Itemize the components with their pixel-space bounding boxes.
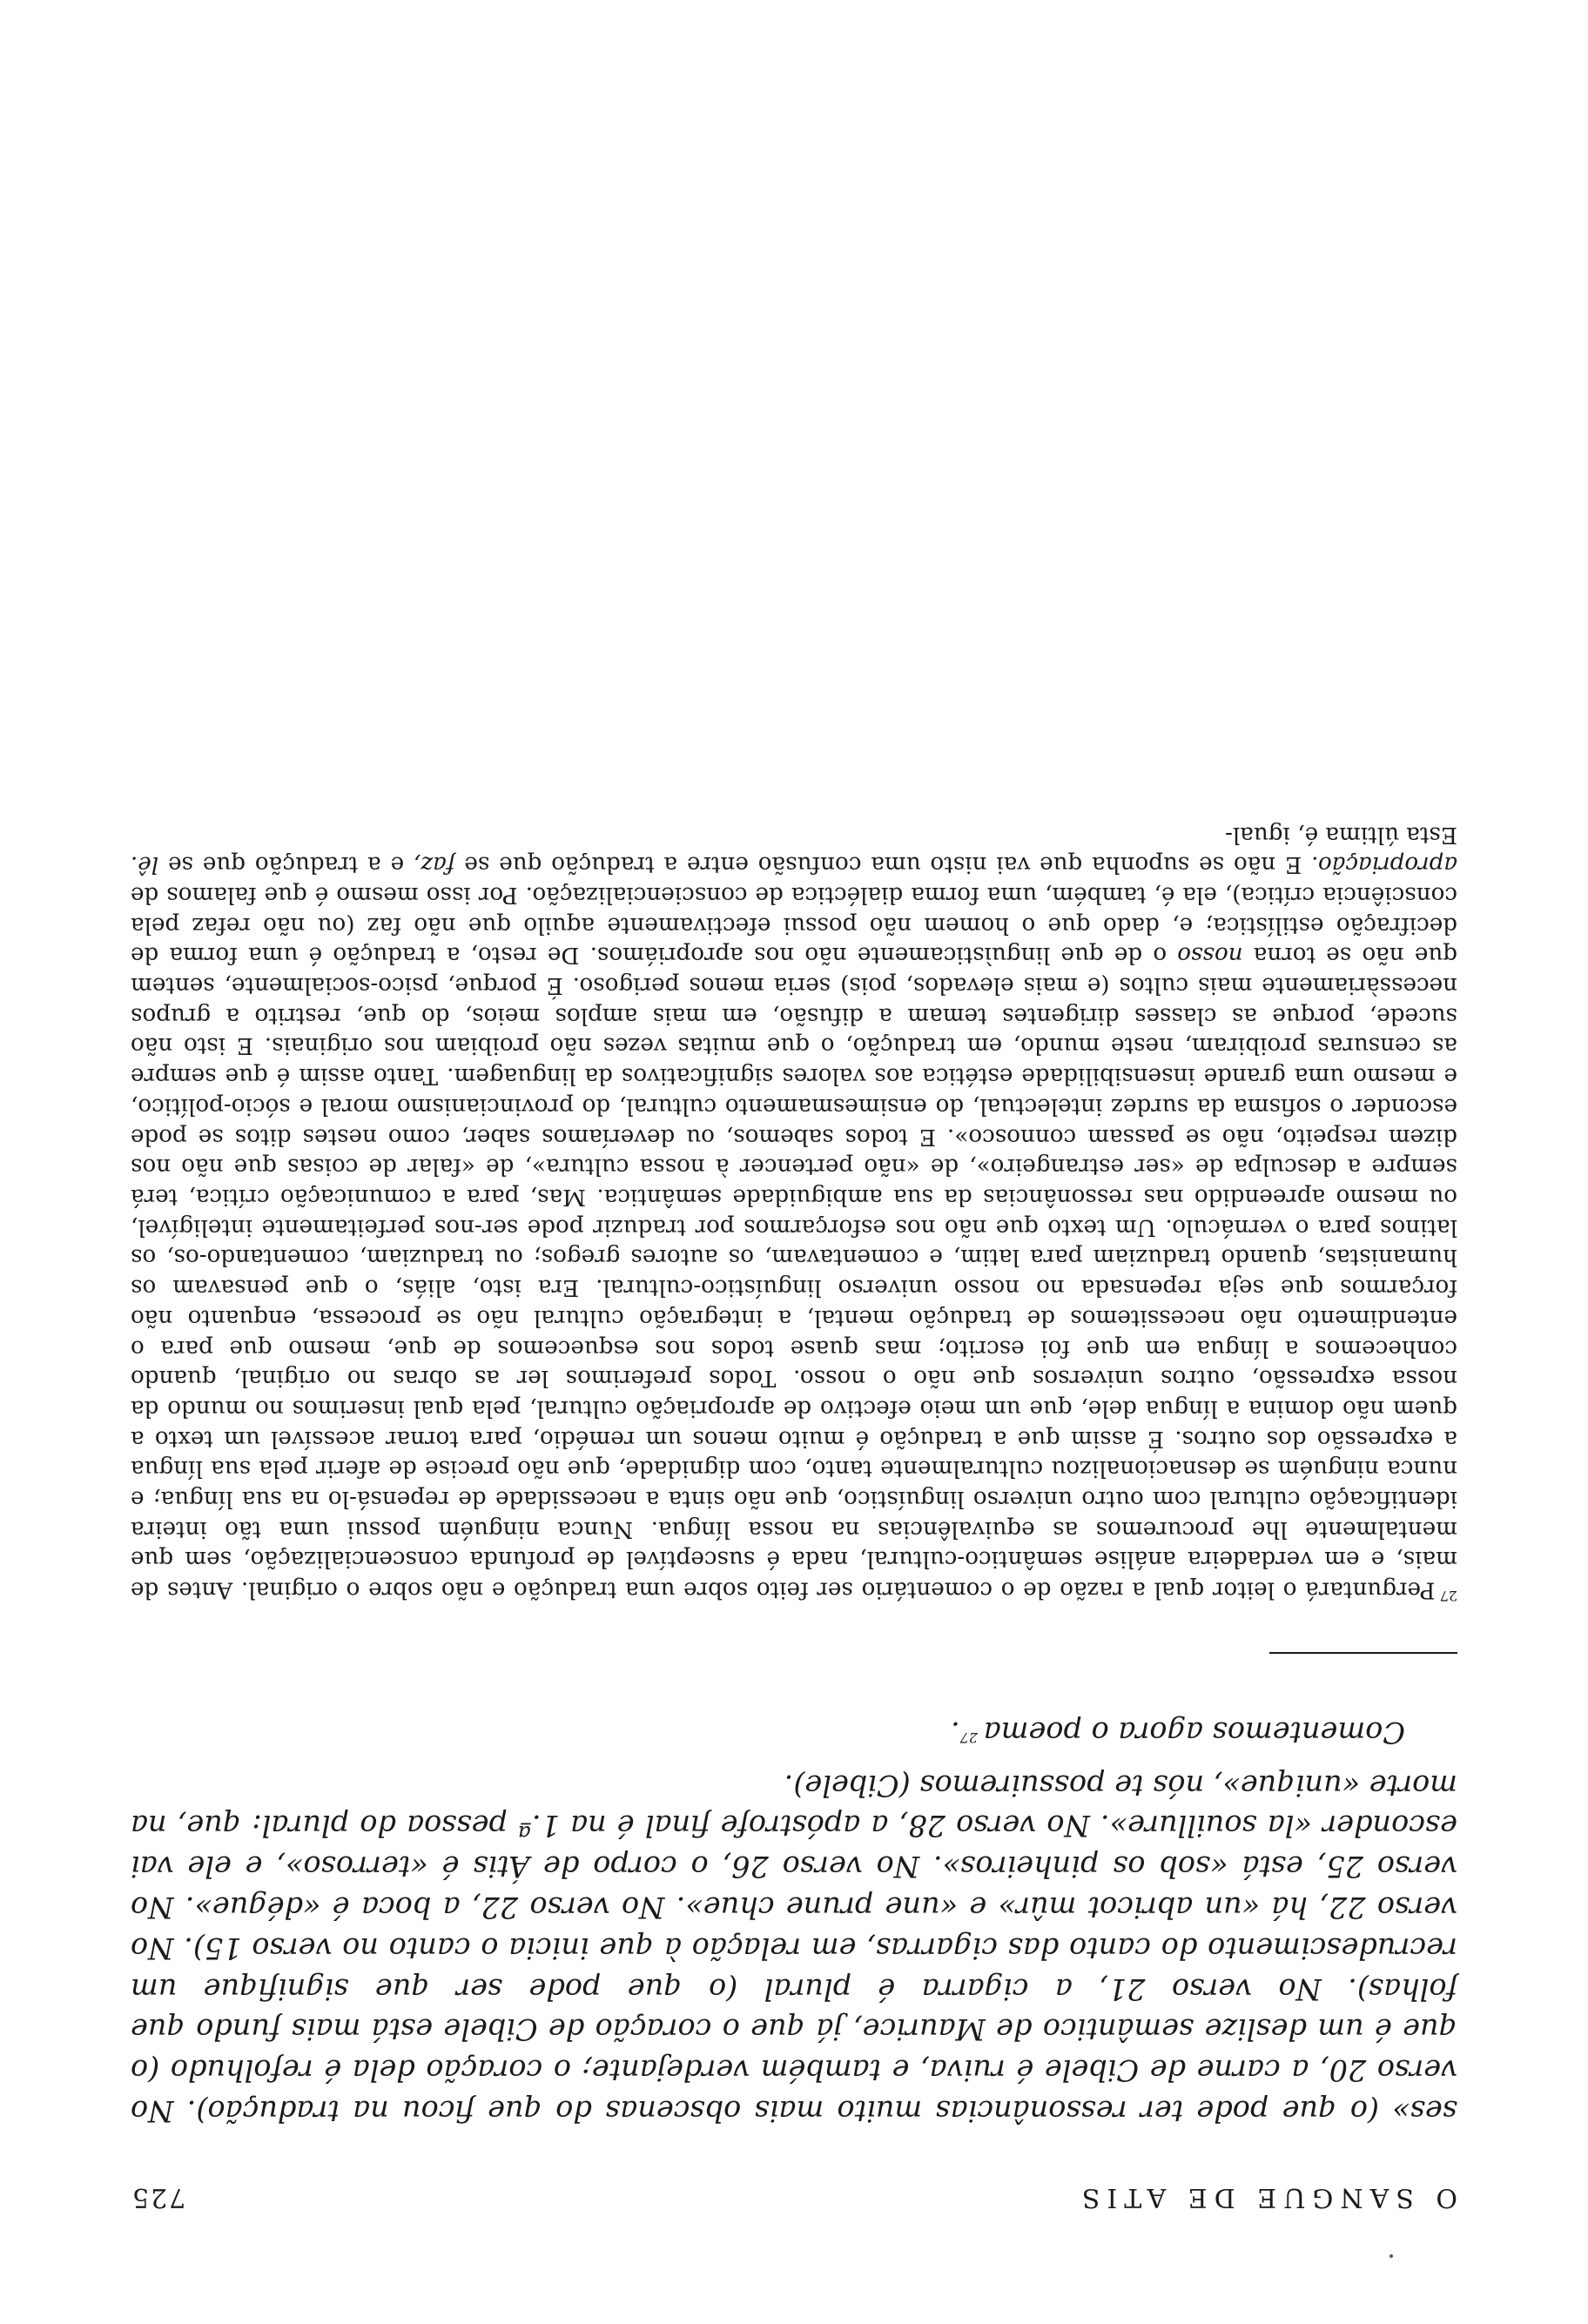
footnote-27 <box>131 819 1457 1610</box>
running-head: O SANGUE DE ATIS <box>1074 2182 1457 2213</box>
footnote-text-1: Perguntará o leitor qual a razão de o comentário ser feito sobre uma tradução e não sobre o original. Antes de mais, e em verdadeira análise semântico-cultural, nada é susceptível de profunda conscencialização, sem que mentalmente lhe procuremos as equivalências na nossa língua. Nunca ninguém possui uma tão inteira identificação cultural com outro universo linguístico, que não sinta a necessidade de repensá-lo na sua língua; e nunca ninguém se desnacionalizou culturalmente tanto, com dignidade, que não precise de aferir pela sua língua a expressão dos outros. É assim que a tradução é muito menos um remédio, para tornar acessível um texto a quem não domina a língua dele, que um meio efectivo de apropriação cultural, pela qual inserimos no mundo da nossa expressão, outros universos que não o nosso. Todos preferimos ler as obras no original, quando conhecemos a língua em que foi escrito; mas quase todos nos esquecemos de que, mesmo que para o entendimento não necessitemos de tradução mental, a integração cultural não se processa, enquanto não forçarmos que seja repensada no nosso universo linguístico-cultural. Era isto, aliás, o que pensavam os humanistas, quando traduziam para latim, e comentavam, os autores gregos; ou traduziam, comentando-os, os latinos para o vernáculo. Um texto que não nos esforçarmos por traduzir pode ser-nos perfeitamente inteligível, ou mesmo apreendido nas ressonâncias da sua ambiguidade semântica. Mas, para a comunicação crítica, terá sempre a desculpa de «ser estrangeiro», de «não pertencer à nossa cultura», de «falar de coisas que não nos dizem respeito, não se passam connosco». E todos sabemos, ou deveríamos saber, como nestes ditos se pode esconder o sofisma da surdez intelectual, do ensimesmamento cultural, do provincianismo moral e sócio-político, e mesmo uma grande insensibilidade estética aos valores significativos da linguagem. Tanto assim é que sempre as censuras proibiram, neste mundo, em tradução, o que muitas vezes não proibiam nos originais. E isto não sucede, porque as classes dirigentes temam a difusão, em mais amplos meios, do que, restrito a grupos necessàriamente mais cultos (e mais elevados, pois) seria menos perigoso. É porque, psico-socialmente, sentem que não se torna <box>131 942 1457 1603</box>
footnote-text-5: Esta última é, igual- <box>1225 821 1457 848</box>
ink-speck <box>1390 2254 1393 2258</box>
footnote-text-2: o de que linguìsticamente não nos apropriámos. De resto, a tradução é uma forma de decifração estilística; e, dado que o homem não possui efectivamente aquilo que não faz (ou não refaz pela consciência crítica), ela é, também, uma forma dialéctica de consciencialização. Por isso mesmo é que falamos de <box>130 881 1457 969</box>
footnote-divider <box>1269 1652 1457 1654</box>
footnote-mark: 27 <box>1439 1587 1457 1604</box>
footnote-em-3: faz, <box>414 851 455 878</box>
footnote-em-4: lê. <box>130 851 159 878</box>
page-body <box>131 819 1457 2131</box>
footnote-em-2: apropriação. <box>1311 851 1457 878</box>
page-header <box>131 2174 1457 2213</box>
closing-text: Comentemos agora o poema <box>983 1715 1405 1750</box>
footnote-text-3: E não se suponha que vai nisto uma confusão entre a tradução que se <box>464 851 1302 878</box>
closing-sentence <box>131 1711 1457 1757</box>
commentary-paragraph: ses» (o que pode ter ressonâncias muito mais obscenas do que ficou na tradução). No verso 20, a carne de Cibele é ruiva, e também verdejante; o coração dela é refolhudo (o que é um deslize semântico de Maurice, já que o coração de Cibele está mais fundo que folhas). No verso 21, a cigarra é plural (o que pode ser que signifique um recrudescimento do canto das cigarras, em relação à que inicia o canto no verso 15). No verso 22, há «un abricot mûr» e «une prune chue». No verso 22, a boca é «dégue». No verso 25, está «sob os pinheiros». No verso 26, o corpo de Átis é «terroso», e ele vai esconder «la souillure». No verso 28, a apóstrofe final é na 1.ª pessoa do plural: que, na morte «unique», nós te possuiremos (Cibele). <box>131 1768 1457 2128</box>
footnote-em-1: nosso <box>1177 942 1243 969</box>
footnote-text-4: e a tradução que se <box>168 851 405 878</box>
footnote-reference: 27 <box>959 1729 979 1746</box>
page-number: 725 <box>131 2182 186 2213</box>
closing-end: . <box>951 1715 960 1750</box>
